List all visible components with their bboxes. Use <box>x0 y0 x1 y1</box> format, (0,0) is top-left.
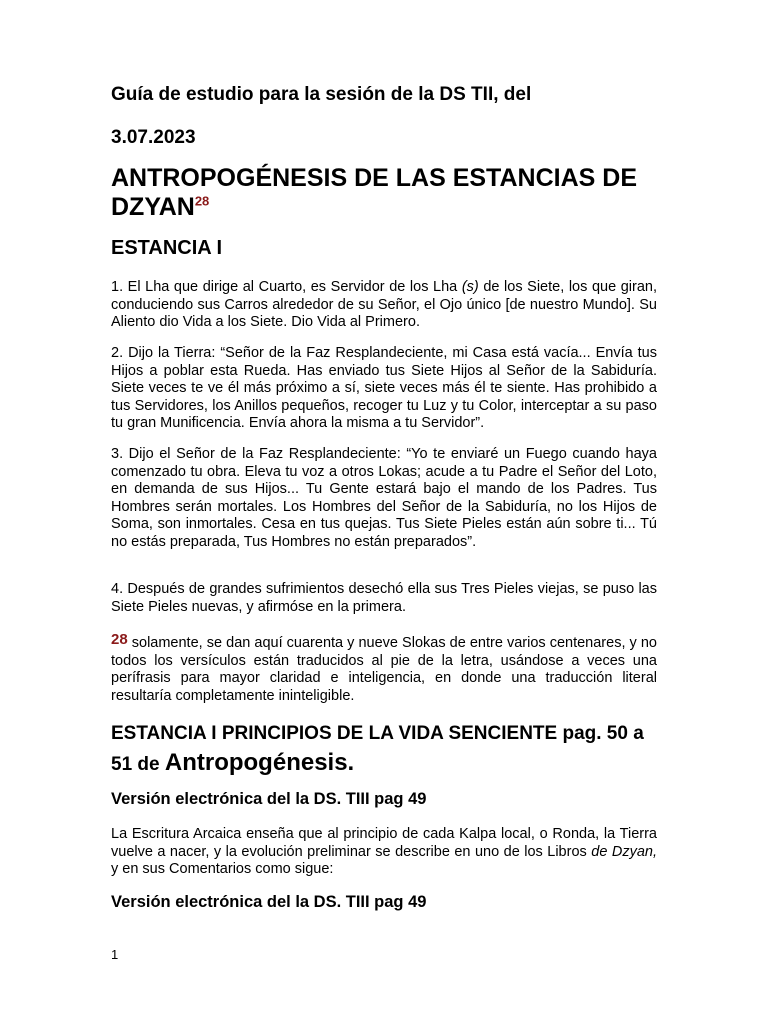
paragraph-italic: de Dzyan, <box>591 843 657 860</box>
paragraph-text-a: La Escritura Arcaica enseña que al principio de cada Kalpa local, o Ronda, la Tierra vuelve a nacer, y la evolución preliminar se describe en uno de los Libros <box>111 826 657 860</box>
version-heading-2: Versión electrónica del la DS. TIII pag 49 <box>111 893 427 911</box>
stanza-verse-3: 3. Dijo el Señor de la Faz Resplandeciente: “Yo te enviaré un Fuego cuando haya comenzado tu obra. Eleva tu voz a otros Lokas; acude a tu Padre el Señor del Loto, en demanda de sus Hijos... Tu Gente estará bajo el mando de los Padres. Tus Hombres serán mortales. Los Hombres del Señor de la Sabiduría, no los Hijos de Soma, son inmortales. Cesa en tus quejas. Tus Siete Pieles están aún sobre ti... Tú no estás preparada, Tus Hombres no están preparados”. <box>111 446 657 550</box>
stanza-verse-1 <box>111 279 657 332</box>
verse-1-text-a: 1. El Lha que dirige al Cuarto, es Servidor de los Lha <box>111 279 462 295</box>
page-number: 1 <box>111 947 119 962</box>
stanza-verse-4: 4. Después de grandes sufrimientos desechó ella sus Tres Pieles viejas, se puso las Siete Pieles nuevas, y afirmóse en la primera. <box>111 581 657 615</box>
principles-heading-text: ESTANCIA I PRINCIPIOS DE LA VIDA SENCIENTE pag. 50 a 51 de <box>111 723 644 775</box>
stanza-verse-2: 2. Dijo la Tierra: “Señor de la Faz Resplandeciente, mi Casa está vacía... Envía tus Hijos a poblar esta Rueda. Has enviado tus Siete Hijos al Señor de la Sabiduría. Siete veces te ve él más próximo a sí, siete veces más él te siente. Has prohibido a tus Servidores, los Anillos pequeños, recoger tu Luz y tu Color, interceptar a su paso tu gran Munificencia. Envía ahora la misma a tu Servidor”. <box>111 345 657 432</box>
version-heading-1: Versión electrónica del la DS. TIII pag 49 <box>111 790 427 808</box>
footnote-text: solamente, se dan aquí cuarenta y nueve Slokas de entre varios centenares, y no todos los versículos están traducidos al pie de la letra, usándose a veces una perífrasis para mayor claridad e inteligencia, en donde una traducción literal resultaría completamente ininteligible. <box>111 635 657 704</box>
verse-1-text-b: de los Siete, los que giran, conduciendo sus Carros alrededor de su Señor, el Ojo único [de nuestro Mundo]. Su Aliento dio Vida a los Siete. Dio Vida al Primero. <box>111 279 657 331</box>
footnote-marker: 28 <box>111 631 128 648</box>
footnote-reference[interactable]: 28 <box>194 193 210 209</box>
verse-1-italic: (s) <box>461 279 479 295</box>
main-title <box>111 164 657 222</box>
section-heading-estancia: ESTANCIA I <box>111 237 223 259</box>
guide-heading-line1: Guía de estudio para la sesión de la DS TII, del <box>111 84 532 105</box>
footnote <box>111 631 657 705</box>
principles-heading-book: Antropogénesis. <box>164 749 355 776</box>
guide-heading-date: 3.07.2023 <box>111 127 196 148</box>
principles-heading <box>111 719 657 779</box>
main-title-text: ANTROPOGÉNESIS DE LAS ESTANCIAS DE DZYAN <box>111 164 637 221</box>
paragraph-text-b: y en sus Comentarios como sigue: <box>111 861 334 878</box>
archaic-scripture-paragraph <box>111 826 657 879</box>
